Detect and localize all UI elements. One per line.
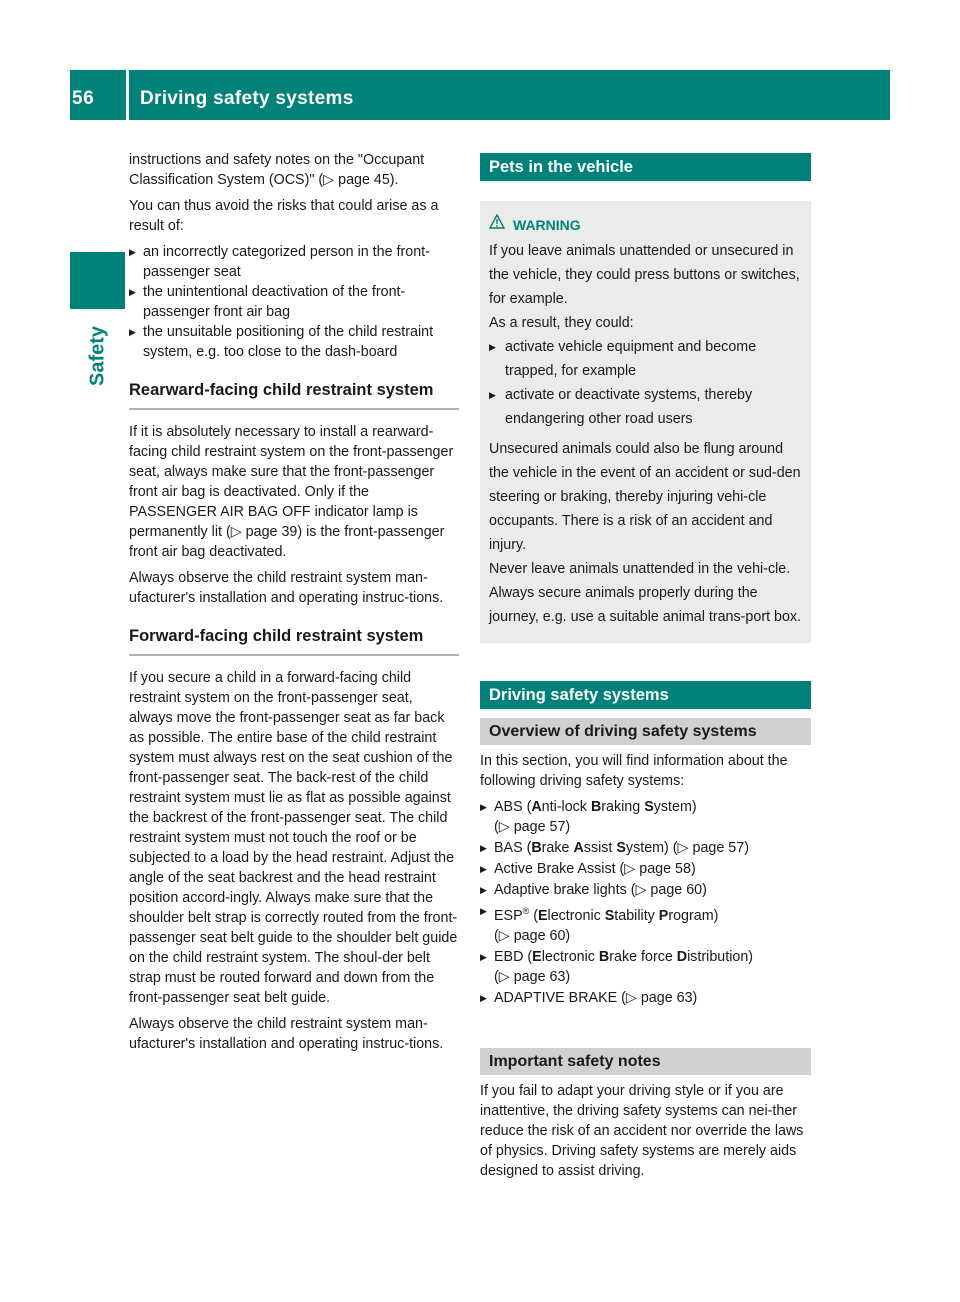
list-item-ebd: [480, 947, 811, 987]
chapter-label: Safety: [86, 325, 109, 387]
risks-intro: You can thus avoid the risks that could arise as a result of:: [129, 198, 439, 234]
rearward-observe-paragraph: Always observe the child restraint system man-ufacturer's installation and operating instruc-tions.: [129, 570, 444, 606]
warning-paragraph: As a result, they could:: [489, 315, 634, 331]
esp-initial: S: [604, 907, 615, 924]
bas-initial: S: [616, 840, 626, 856]
overview-heading: Overview of driving safety systems: [480, 718, 811, 745]
esp-text: rogram): [668, 907, 719, 924]
right-column: [480, 153, 811, 1187]
warning-paragraph: Never leave animals unattended in the vehi-cle. Always secure animals properly during the journey, e.g. use a suitable animal trans-port box.: [489, 561, 802, 625]
warning-paragraph: If you leave animals unattended or unsecured in the vehicle, they could press buttons or switches, for example.: [489, 243, 800, 307]
bas-text: ssist: [583, 840, 617, 856]
warning-list: [489, 335, 802, 431]
list-item-adaptive-brake-lights: ▶ Adaptive brake lights (▷ page 60): [480, 880, 811, 900]
header-divider: [126, 70, 129, 120]
registered-mark: ®: [522, 906, 530, 916]
page-reference-link[interactable]: (▷ page 57): [494, 819, 571, 835]
page-title: Driving safety systems: [140, 88, 354, 109]
esp-text: ESP: [494, 907, 523, 924]
page-reference-link[interactable]: (▷ page 60): [494, 927, 571, 944]
abs-text: ystem): [653, 799, 697, 815]
pets-heading: Pets in the vehicle: [480, 153, 811, 181]
forward-paragraph: If you secure a child in a forward-facing child restraint system on the front-passenger seat, always move the front-passenger seat as far back as possible. The entire base of the child restraint system must always rest on the seat cushion of the front-passenger seat. The back-rest of the child restraint system must lie as flat as possible against the backrest of the front-passenger seat. The child restraint system must not touch the roof or be subjected to a load by the head restraint. Adjust the angle of the seat backrest and the head restraint position accord-ingly. Always make sure that the shoulder belt strap is correctly routed from the front-passenger seat belt guide to the shoulder belt guide on the child restraint system. The shoul-der belt strap must be routed forward and down from the front-passenger seat belt guide.: [129, 670, 458, 1006]
risks-list: [129, 242, 459, 362]
list-item: ▶ the unsuitable positioning of the child restraint system, e.g. too close to the dash-board: [129, 322, 459, 362]
warning-title-row: [489, 213, 802, 237]
list-item: ▶ the unintentional deactivation of the front-passenger front air bag: [129, 282, 459, 322]
warning-title: WARNING: [513, 217, 581, 233]
list-item-bas: [480, 838, 811, 858]
warning-paragraph: Unsecured animals could also be flung around the vehicle in the event of an accident or sud-den steering or braking, thereby injuring vehi-cle occupants. There is a risk of an accident and injury.: [489, 441, 801, 553]
list-item: ▶ activate vehicle equipment and become trapped, for example: [489, 335, 802, 383]
list-item-active-brake-assist: ▶ Active Brake Assist (▷ page 58): [480, 859, 811, 879]
abs-initial: B: [590, 799, 602, 815]
abs-text: ABS (: [494, 799, 532, 815]
abs-text: raking: [601, 799, 645, 815]
forward-observe-paragraph: Always observe the child restraint system man-ufacturer's installation and operating instruc-tions.: [129, 1016, 444, 1052]
systems-list: [480, 797, 811, 1008]
ebd-text: lectronic: [541, 948, 599, 965]
esp-text: tability: [614, 907, 659, 924]
rearward-paragraph: If it is absolutely necessary to install a rearward-facing child restraint system on the front-passenger seat, always make sure that the front-passenger front air bag is deactivated. Only if the PASSENGER AIR BAG OFF indicator lamp is permanently lit (▷ page 39) is the front-passenger front air bag deactivated.: [129, 424, 454, 560]
page-number: 56: [72, 88, 95, 109]
ebd-text: istribution): [687, 948, 754, 965]
esp-text: lectronic: [547, 907, 605, 924]
forward-heading: Forward-facing child restraint system: [129, 626, 459, 656]
chapter-tab: [70, 252, 125, 309]
page-reference-link[interactable]: (▷ page 63): [494, 968, 571, 985]
bas-text: BAS (: [494, 840, 532, 856]
ebd-text: EBD (: [494, 948, 533, 965]
bas-initial: A: [573, 840, 584, 856]
abs-initial: S: [644, 799, 654, 815]
warning-triangle-icon: [489, 213, 505, 237]
bas-text: ystem) (▷ page 57): [625, 840, 749, 856]
ebd-text: rake force: [609, 948, 677, 965]
driving-safety-heading: Driving safety systems: [480, 681, 811, 709]
important-heading: Important safety notes: [480, 1048, 811, 1075]
esp-initial: E: [537, 907, 548, 924]
list-item-abs: [480, 797, 811, 837]
bas-text: rake: [541, 840, 574, 856]
overview-paragraph: In this section, you will find information about the following driving safety systems:: [480, 753, 788, 789]
important-paragraph: If you fail to adapt your driving style or if you are inattentive, the driving safety systems can nei-ther reduce the risk of an accident nor override the laws of physics. Driving safety systems are merely aids designed to assist driving.: [480, 1082, 804, 1179]
list-item-esp: [480, 901, 811, 946]
rearward-heading: Rearward-facing child restraint system: [129, 380, 459, 410]
list-item: ▶ activate or deactivate systems, thereby endangering other road users: [489, 383, 802, 431]
list-item-adaptive-brake: ▶ ADAPTIVE BRAKE (▷ page 63): [480, 988, 811, 1008]
abs-initial: A: [531, 799, 542, 815]
warning-box: [480, 201, 811, 643]
ebd-initial: E: [532, 948, 542, 965]
ebd-initial: D: [676, 948, 688, 965]
esp-initial: P: [658, 907, 669, 924]
ebd-initial: B: [598, 948, 610, 965]
intro-paragraph: instructions and safety notes on the "Occupant Classification System (OCS)" (▷ page 45).: [129, 152, 425, 188]
list-item: ▶ an incorrectly categorized person in the front-passenger seat: [129, 242, 459, 282]
esp-text: (: [529, 907, 538, 924]
left-column: [129, 150, 459, 1060]
bas-initial: B: [531, 840, 542, 856]
abs-text: nti-lock: [541, 799, 591, 815]
